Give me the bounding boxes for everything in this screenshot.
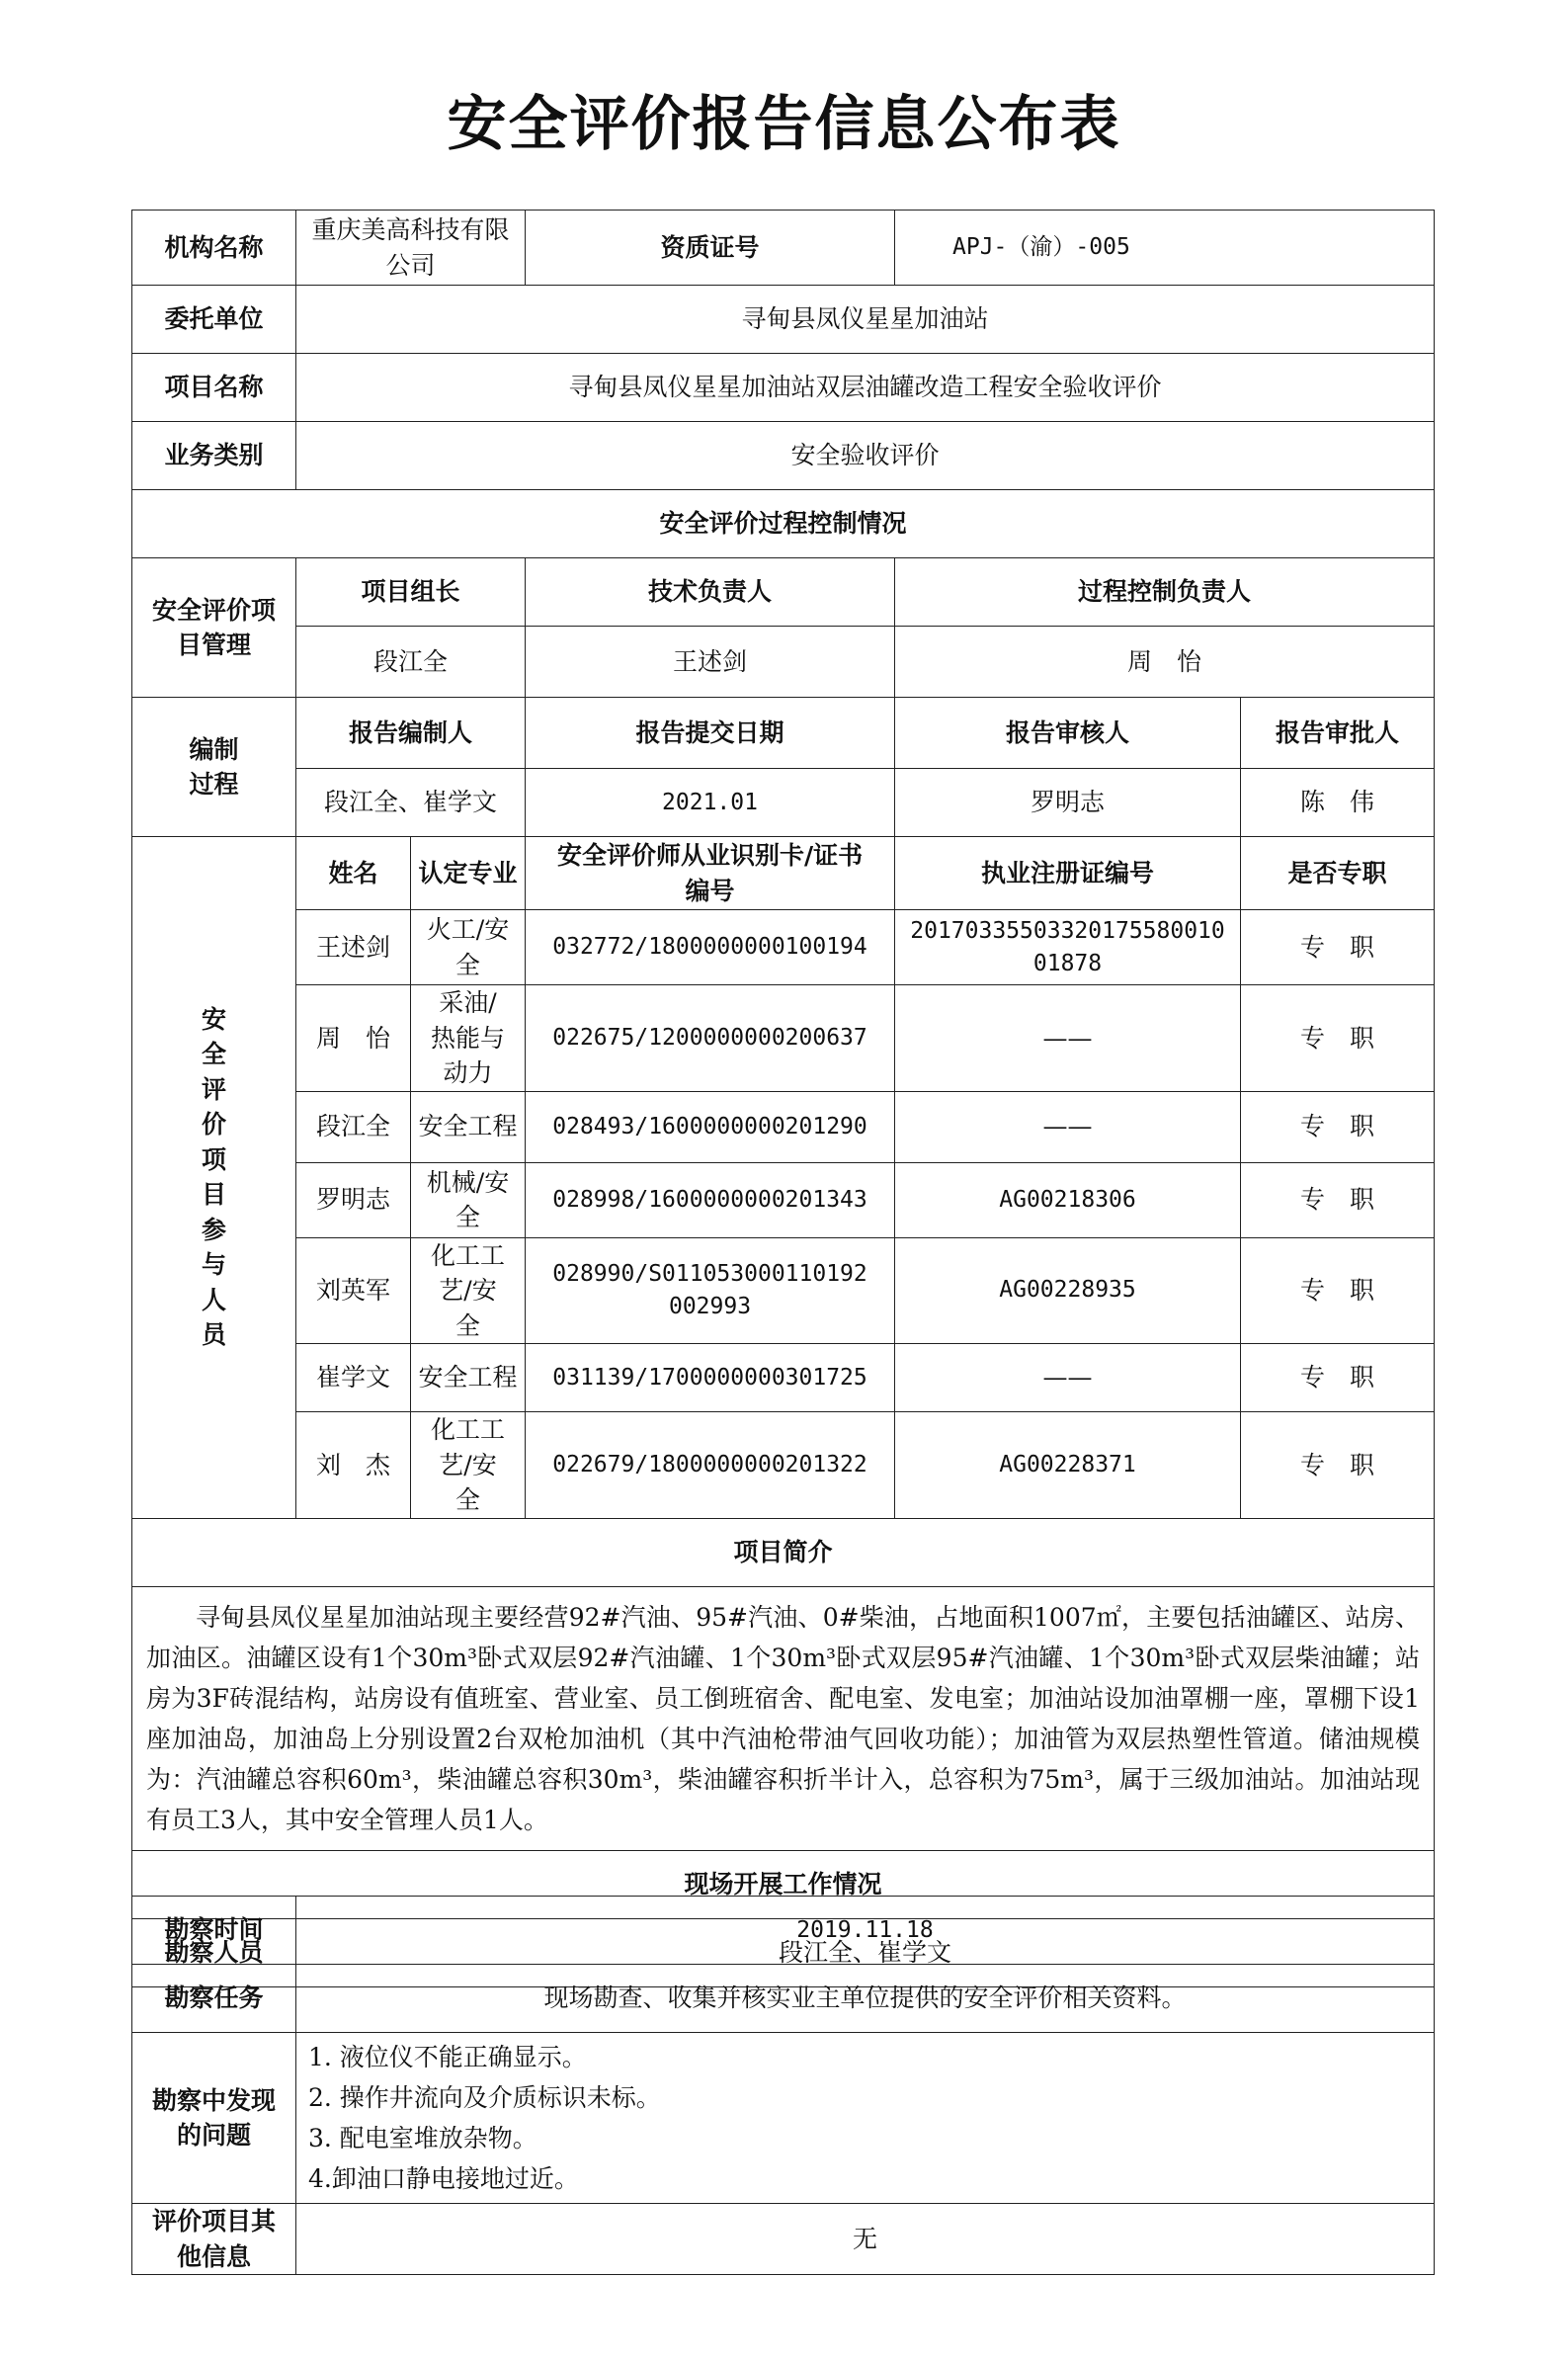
management-value: 段江全: [296, 627, 526, 698]
issue-item: 2. 操作井流向及介质标识未标。: [308, 2083, 661, 2112]
participant-fulltime: 专 职: [1241, 1344, 1435, 1412]
participant-name: 王述剑: [296, 910, 411, 985]
management-header: 项目组长: [296, 558, 526, 627]
participant-fulltime: 专 职: [1241, 1412, 1435, 1519]
participant-major: 安全工程: [411, 1091, 526, 1162]
participant-reg: AG00228371: [895, 1412, 1241, 1519]
participant-fulltime: 专 职: [1241, 1237, 1435, 1344]
participant-card: 028998/1600000000201343: [526, 1162, 895, 1237]
management-value: 周 怡: [895, 627, 1435, 698]
compilation-header: 报告审核人: [895, 698, 1241, 769]
summary-header: 项目简介: [132, 1518, 1435, 1586]
onsite-header: 现场开展工作情况: [132, 1850, 1435, 1918]
participant-major: 化工工艺/安全: [411, 1237, 526, 1344]
participant-fulltime: 专 职: [1241, 910, 1435, 985]
issue-item: 1. 液位仪不能正确显示。: [308, 2043, 587, 2071]
project-value: 寻甸县凤仪星星加油站双层油罐改造工程安全验收评价: [296, 354, 1435, 422]
participant-name: 罗明志: [296, 1162, 411, 1237]
other-label: 评价项目其他信息: [132, 2204, 296, 2275]
participants-header: 认定专业: [411, 837, 526, 910]
participant-reg: AG00218306: [895, 1162, 1241, 1237]
summary-text-cell: [132, 1586, 1435, 1850]
compilation-value: 2021.01: [526, 769, 895, 837]
client-row: [132, 286, 1435, 354]
survey-table: [131, 1896, 1435, 2275]
participant-reg: ——: [895, 1091, 1241, 1162]
compilation-header-row: [132, 698, 1435, 769]
participant-card: 032772/1800000000100194: [526, 910, 895, 985]
compilation-label: 编制过程: [132, 698, 296, 837]
time-value: 2019.11.18: [296, 1897, 1435, 1965]
participant-row: [132, 1344, 1435, 1412]
project-row: [132, 354, 1435, 422]
business-row: [132, 422, 1435, 490]
participant-reg: 2017033550332017558001001878: [895, 910, 1241, 985]
process-header: 安全评价过程控制情况: [132, 490, 1435, 558]
participant-name: 刘英军: [296, 1237, 411, 1344]
participant-major: 火工/安全: [411, 910, 526, 985]
issue-item: 3. 配电室堆放杂物。: [308, 2124, 537, 2152]
compilation-header: 报告提交日期: [526, 698, 895, 769]
other-value: 无: [296, 2204, 1435, 2275]
business-label: 业务类别: [132, 422, 296, 490]
summary-header-row: [132, 1518, 1435, 1586]
management-label: 安全评价项目管理: [132, 558, 296, 698]
participant-name: 刘 杰: [296, 1412, 411, 1519]
management-header: 过程控制负责人: [895, 558, 1435, 627]
participant-fulltime: 专 职: [1241, 1091, 1435, 1162]
participants-header: 安全评价师从业识别卡/证书编号: [526, 837, 895, 910]
compilation-value-row: [132, 769, 1435, 837]
compilation-value: 段江全、崔学文: [296, 769, 526, 837]
cert-label: 资质证号: [526, 211, 895, 286]
participant-card: 022675/1200000000200637: [526, 985, 895, 1092]
participant-fulltime: 专 职: [1241, 985, 1435, 1092]
participant-row: [132, 1412, 1435, 1519]
other-row: [132, 2204, 1435, 2275]
participant-fulltime: 专 职: [1241, 1162, 1435, 1237]
participant-reg: AG00228935: [895, 1237, 1241, 1344]
personnel-label: 勘察人员: [132, 1918, 296, 1986]
participant-major: 采油/热能与动力: [411, 985, 526, 1092]
participant-major: 化工工艺/安全: [411, 1412, 526, 1519]
participant-major: 安全工程: [411, 1344, 526, 1412]
management-header-row: [132, 558, 1435, 627]
compilation-header: 报告审批人: [1241, 698, 1435, 769]
issues-row: [132, 2033, 1435, 2204]
issue-item: 4.卸油口静电接地过近。: [308, 2164, 579, 2193]
process-header-row: [132, 490, 1435, 558]
management-header: 技术负责人: [526, 558, 895, 627]
personnel-value: 段江全、崔学文: [296, 1918, 1435, 1986]
participant-major: 机械/安全: [411, 1162, 526, 1237]
management-value-row: [132, 627, 1435, 698]
cert-value: APJ-（渝）-005: [895, 211, 1435, 286]
management-value: 王述剑: [526, 627, 895, 698]
participant-row: [132, 1162, 1435, 1237]
compilation-value: 陈 伟: [1241, 769, 1435, 837]
time-label: 勘察时间: [132, 1897, 296, 1965]
issues-label: 勘察中发现的问题: [132, 2033, 296, 2204]
task-row: [132, 1965, 1435, 2033]
org-label: 机构名称: [132, 211, 296, 286]
page-title: 安全评价报告信息公布表: [447, 90, 1121, 159]
compilation-header: 报告编制人: [296, 698, 526, 769]
participants-header: 是否专职: [1241, 837, 1435, 910]
business-value: 安全验收评价: [296, 422, 1435, 490]
client-value: 寻甸县凤仪星星加油站: [296, 286, 1435, 354]
participant-row: [132, 985, 1435, 1092]
participant-name: 段江全: [296, 1091, 411, 1162]
participant-card: 028990/S011053000110192002993: [526, 1237, 895, 1344]
task-label: 勘察任务: [132, 1965, 296, 2033]
project-label: 项目名称: [132, 354, 296, 422]
org-row: [132, 211, 1435, 286]
participant-name: 周 怡: [296, 985, 411, 1092]
compilation-value: 罗明志: [895, 769, 1241, 837]
participant-reg: ——: [895, 985, 1241, 1092]
time-row: [132, 1897, 1435, 1965]
summary-row: [132, 1586, 1435, 1850]
participant-name: 崔学文: [296, 1344, 411, 1412]
task-value: 现场勘查、收集并核实业主单位提供的安全评价相关资料。: [296, 1965, 1435, 2033]
participant-card: 028493/1600000000201290: [526, 1091, 895, 1162]
client-label: 委托单位: [132, 286, 296, 354]
participants-label: 安全评价项目参与人员: [132, 837, 296, 1519]
participants-header-row: [132, 837, 1435, 910]
participant-reg: ——: [895, 1344, 1241, 1412]
participant-card: 022679/1800000000201322: [526, 1412, 895, 1519]
participant-card: 031139/1700000000301725: [526, 1344, 895, 1412]
participants-header: 姓名: [296, 837, 411, 910]
participant-row: [132, 1091, 1435, 1162]
org-value: 重庆美高科技有限公司: [296, 211, 526, 286]
participant-row: [132, 910, 1435, 985]
participants-header: 执业注册证编号: [895, 837, 1241, 910]
participant-row: [132, 1237, 1435, 1344]
info-table: [131, 210, 1435, 1987]
summary-text: 寻甸县凤仪星星加油站现主要经营92#汽油、95#汽油、0#柴油，占地面积1007㎡，主要包括油罐区、站房、加油区。油罐区设有1个30m³卧式双层92#汽油罐、1个30m³卧式双层95#汽油罐、1个30m³卧式双层柴油罐；站房为3F砖混结构，站房设有值班室、营业室、员工倒班宿舍、配电室、发电室；加油站设加油罩棚一座，罩棚下设1座加油岛，加油岛上分别设置2台双枪加油机（其中汽油枪带油气回收功能）；加油管为双层热塑性管道。储油规模为：汽油罐总容积60m³，柴油罐总容积30m³，柴油罐容积折半计入，总容积为75m³，属于三级加油站。加油站现有员工3人，其中安全管理人员1人。: [146, 1602, 1421, 1834]
issues-list: [296, 2033, 1435, 2204]
